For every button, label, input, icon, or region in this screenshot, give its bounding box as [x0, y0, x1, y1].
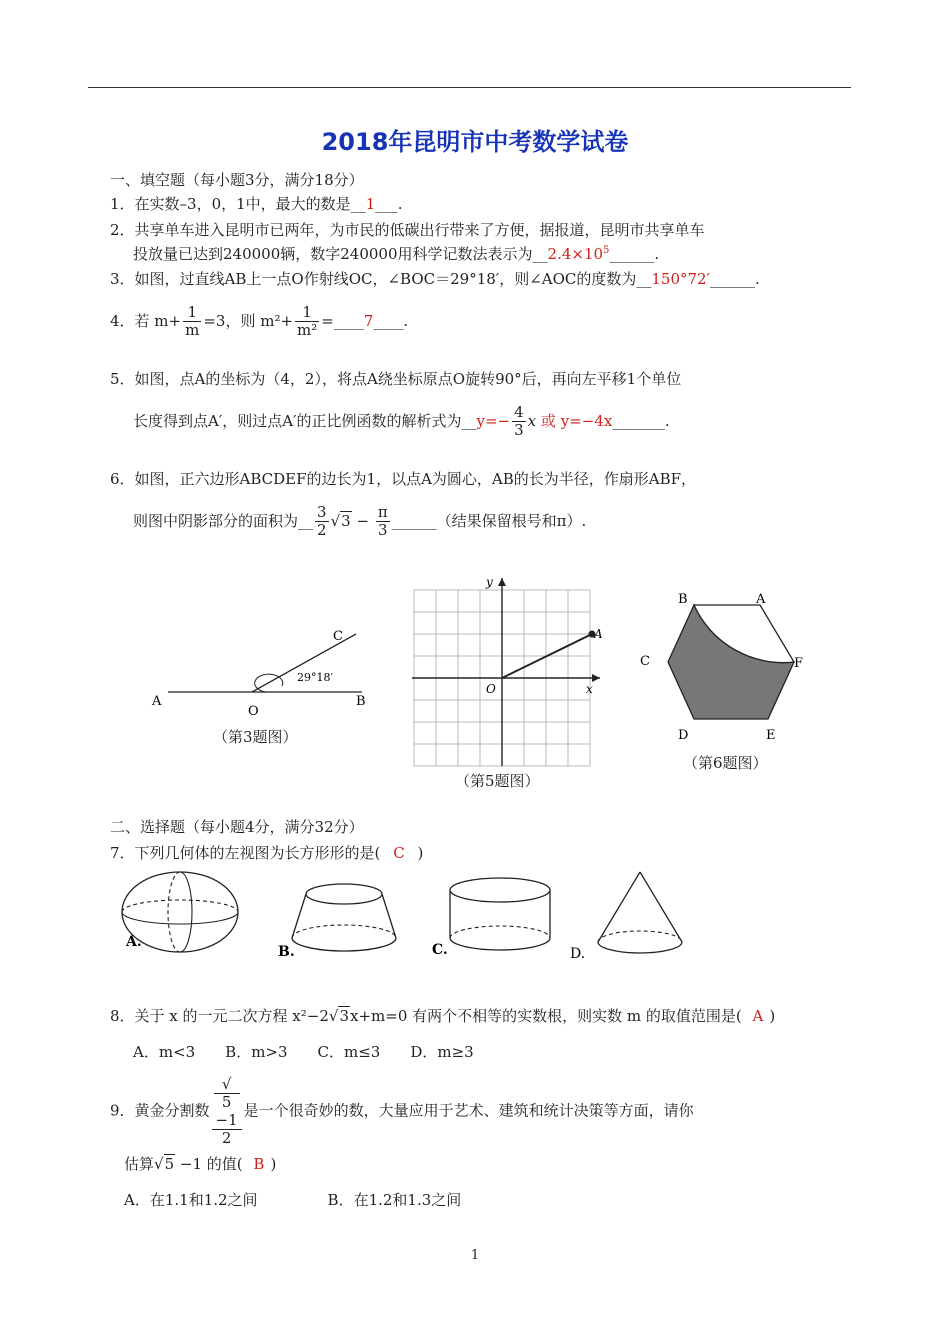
point-A-label: A — [594, 627, 603, 641]
question-4: 4．若 m+ $\frac{1}{m}$ =3，则 m²+ $\frac{1}{\text{m²}}$ =____7____. — [110, 303, 409, 340]
option-B-label: B. — [278, 944, 295, 960]
figure-5-caption: （第5题图） — [455, 772, 540, 790]
question-6-line1: 6．如图，正六边形ABCDEF的边长为1，以点A为圆心，AB的长为半径，作扇形ABF， — [110, 470, 697, 488]
point-A-label: A — [152, 694, 162, 709]
question-2-line2: 投放量已达到240000辆，数字240000用科学记数法表示为$\_\_2.4\times 10^5\_\_\_\_\_\_$. — [133, 245, 660, 263]
question-6-line2: 则图中阴影部分的面积为__ $\frac{3}{2}$ √3 − $\frac{\pi}{3}$ ______（结果保留根号和π）. — [133, 503, 587, 540]
q7-answer: C — [393, 844, 405, 862]
q5-answer: y=− $\frac{4}{3}$ x 或 y=−4x — [476, 403, 613, 440]
q9-answer: B — [253, 1155, 265, 1173]
q8-answer: A — [752, 1007, 764, 1025]
golden-ratio-fraction: √ 5 −1 2 — [212, 1076, 242, 1147]
figure-3-angle — [140, 620, 380, 725]
header-rule — [88, 87, 851, 88]
question-7: 7．下列几何体的左视图为长方形形的是( C ) — [110, 844, 424, 862]
page-title: 2018年昆明市中考数学试卷 — [321, 128, 629, 156]
origin-label: O — [486, 682, 496, 696]
q2-answer: $2.4\times 10^5$ — [547, 245, 610, 263]
q8-options: A．m<3 B．m>3 C．m≤3 D．m≥3 — [133, 1043, 474, 1061]
option-C-label: C. — [432, 942, 448, 958]
section-2-heading: 二、选择题（每小题4分，满分32分） — [110, 818, 364, 836]
question-9-line2: 估算√5 −1 的值( B ) — [124, 1155, 277, 1173]
question-1: 1．在实数–3，0，1中，最大的数是__1___. — [110, 195, 403, 213]
page-number: 1 — [470, 1248, 480, 1263]
figure-6-caption: （第6题图） — [683, 754, 768, 772]
question-8: 8．关于 x 的一元二次方程 x²−2√3x+m=0 有两个不相等的实数根，则实数 m 的取值范围是( A ) — [110, 1007, 776, 1025]
point-D-label: D — [678, 728, 689, 743]
figure-3-caption: （第3题图） — [213, 728, 298, 746]
q1-answer: 1 — [365, 195, 376, 213]
section-1-heading: 一、填空题（每小题3分，满分18分） — [110, 171, 364, 189]
fraction-1-over-m: $\frac{1}{m}$ — [185, 303, 200, 340]
y-axis-label: y — [486, 575, 493, 589]
option-D-label: D. — [570, 946, 586, 962]
fraction-1-over-m2: $\frac{1}{\text{m²}}$ — [297, 303, 318, 340]
point-B-label: B — [678, 592, 688, 607]
point-O-label: O — [248, 704, 259, 719]
figure-5-coordinate-grid — [408, 574, 608, 769]
x-axis-label: x — [586, 682, 593, 696]
question-5-line2: 长度得到点A′，则过点A′的正比例函数的解析式为__y=− $\frac{4}{3}$ x 或 y=−4x_______. — [133, 403, 670, 440]
point-F-label: F — [794, 656, 804, 671]
question-5-line1: 5．如图，点A的坐标为（4，2），将点A绕坐标原点O旋转90°后，再向左平移1个单位 — [110, 370, 682, 388]
question-3: 3．如图，过直线AB上一点O作射线OC，∠BOC＝29°18′，则∠AOC的度数为__150°72′______. — [110, 270, 760, 288]
point-C-label: C — [333, 629, 343, 644]
angle-label: 29°18′ — [297, 671, 333, 684]
question-9: 9．黄金分割数 √ 5 −1 2 是一个很奇妙的数，大量应用于艺术、建筑和统计决策等方面，请你 — [110, 1075, 694, 1147]
point-B-label: B — [356, 694, 366, 709]
q9-options: A．在1.1和1.2之间 B．在1.2和1.3之间 — [124, 1191, 462, 1209]
point-E-label: E — [766, 728, 776, 743]
figure-6-hexagon — [632, 585, 812, 745]
q4-answer: 7 — [363, 311, 374, 330]
q7-solids — [120, 866, 700, 966]
question-2-line1: 2．共享单车进入昆明市已两年，为市民的低碳出行带来了方便，据报道，昆明市共享单车 — [110, 221, 705, 239]
point-A-label: A — [756, 592, 766, 607]
option-A-label: A. — [126, 934, 142, 950]
q3-answer: 150°72′ — [651, 270, 710, 288]
point-C-label: C — [640, 654, 650, 669]
